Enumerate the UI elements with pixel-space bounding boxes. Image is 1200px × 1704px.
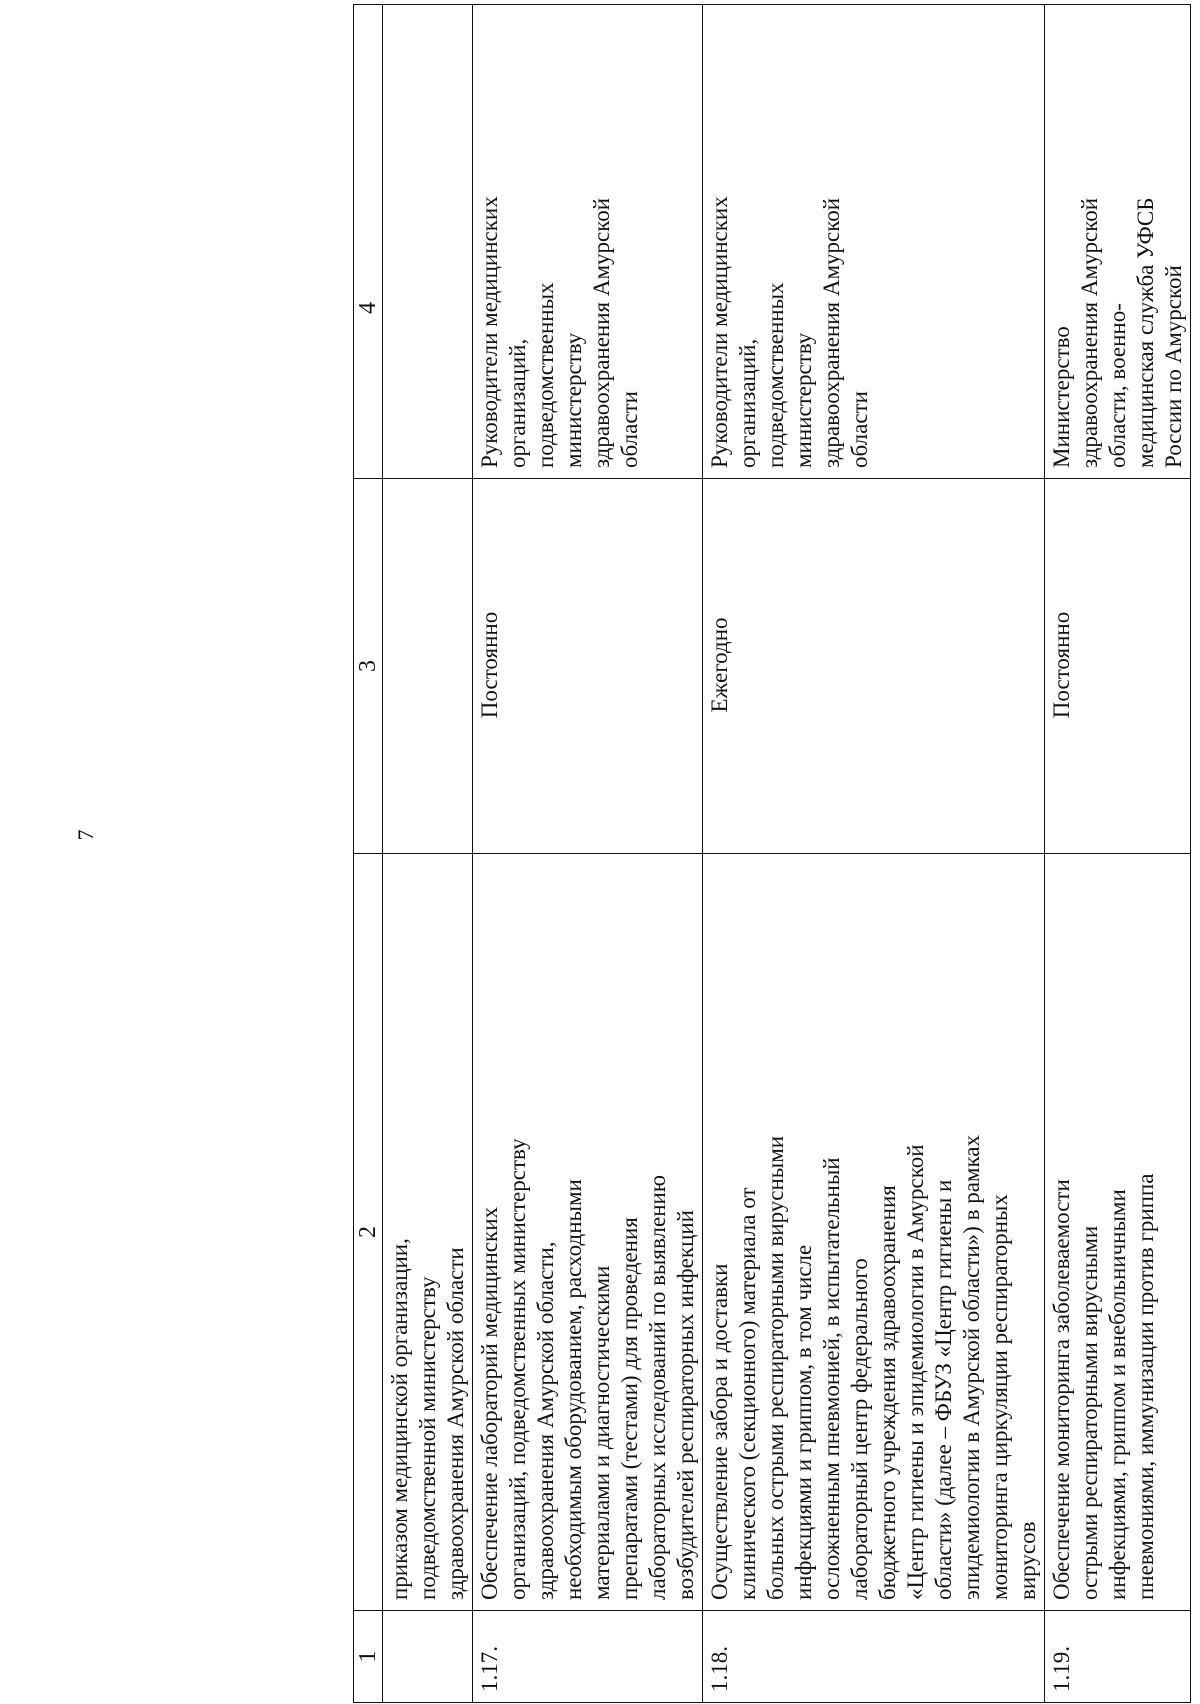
item-period: Постоянно [1045, 479, 1191, 854]
plan-table-container [353, 196, 1186, 1703]
header-col-2: 2 [354, 854, 383, 1611]
item-number [383, 1611, 473, 1703]
item-period: Постоянно [473, 479, 703, 854]
table-row [1045, 5, 1191, 1703]
item-period [383, 479, 473, 854]
header-col-4: 4 [354, 5, 383, 479]
table-row [383, 5, 473, 1703]
header-col-1: 1 [354, 1611, 383, 1703]
table-header-row [354, 5, 383, 1703]
item-responsible: Руководители медицинских организаций, подведомственных министерству здравоохранения Амурской области [473, 5, 703, 479]
item-action: Обеспечение мониторинга заболеваемости острыми респираторными вирусными инфекциями, гриппом и внебольничными пневмониями, иммунизации против гриппа [1045, 854, 1191, 1611]
item-responsible: Руководители медицинских организаций, подведомственных министерству здравоохранения Амурской области [703, 5, 1045, 479]
item-number: 1.19. [1045, 1611, 1191, 1703]
item-number: 1.18. [703, 1611, 1045, 1703]
plan-table [353, 4, 1191, 1703]
item-action: Осуществление забора и доставки клинического (секционного) материала от больных острыми респираторными вирусными инфекциями и гриппом, в том числе осложненным пневмонией, в испытательный лабораторный центр федерального бюджетного учреждения здравоохранения «Центр гигиены и эпидемиологии в Амурской области» (далее – ФБУЗ «Центр гигиены и эпидемиологии в Амурской области») в рамках мониторинга циркуляции респираторных вирусов [703, 854, 1045, 1611]
item-number: 1.17. [473, 1611, 703, 1703]
item-responsible [383, 5, 473, 479]
table-row [703, 5, 1045, 1703]
item-action: приказом медицинской организации, подведомственной министерству здравоохранения Амурской области [383, 854, 473, 1611]
header-col-3: 3 [354, 479, 383, 854]
item-period: Ежегодно [703, 479, 1045, 854]
item-action: Обеспечение лабораторий медицинских организаций, подведомственных министерству здравоохранения Амурской области, необходимым оборудованием, расходными материалами и диагностическими препаратами (тестами) для проведения лабораторных исследований по выявлению возбудителей респираторных инфекций [473, 854, 703, 1611]
item-responsible: Министерство здравоохранения Амурской области, военно- медицинская служба УФСБ России по Амурской [1045, 5, 1191, 479]
table-row [473, 5, 703, 1703]
page-number: 7 [73, 829, 98, 841]
